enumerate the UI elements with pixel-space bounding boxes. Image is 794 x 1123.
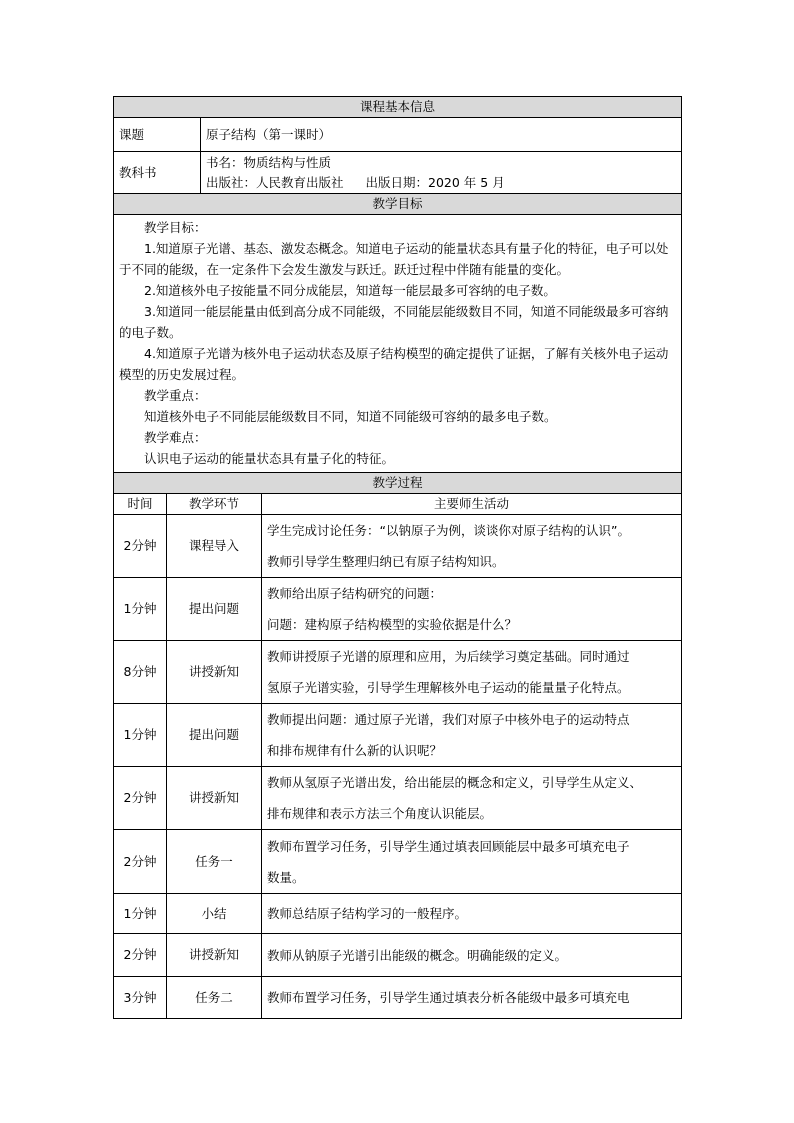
publish-date: 出版日期：2020 年 5 月 xyxy=(365,174,505,190)
row-stage: 小结 xyxy=(167,894,262,934)
book-name: 书名：物质结构与性质 xyxy=(206,154,332,170)
row-stage: 讲授新知 xyxy=(167,641,262,704)
row-time: 1分钟 xyxy=(114,578,167,641)
publisher-line xyxy=(206,173,676,193)
row-stage: 讲授新知 xyxy=(167,767,262,830)
activity-line: 教师从氢原子光谱出发，给出能层的概念和定义，引导学生从定义、 xyxy=(267,775,643,790)
activity-line: 教师讲授原子光谱的原理和应用，为后续学习奠定基础。同时通过 xyxy=(267,649,630,664)
basic-info-heading: 课程基本信息 xyxy=(114,97,682,118)
row-time: 2分钟 xyxy=(114,934,167,977)
activity-line: 教师布置学习任务，引导学生通过填表回顾能层中最多可填充电子 xyxy=(267,838,630,854)
topic-value: 原子结构（第一课时） xyxy=(201,118,682,152)
row-time: 3分钟 xyxy=(114,977,167,1019)
activity-line: 教师给出原子结构研究的问题： xyxy=(267,586,443,601)
difficulty-text: 认识电子运动的能量状态具有量子化的特征。 xyxy=(144,451,395,466)
row-activity xyxy=(262,977,682,1019)
table-row xyxy=(114,767,682,830)
activity-line: 学生完成讨论任务：“以钠原子为例，谈谈你对原子结构的认识”。 xyxy=(267,523,630,538)
row-activity xyxy=(262,767,682,830)
activity-line: 教师从钠原子光谱引出能级的概念。明确能级的定义。 xyxy=(267,947,568,963)
row-time: 1分钟 xyxy=(114,704,167,767)
key-text: 知道核外电子不同能层能级数目不同，知道不同能级可容纳的最多电子数。 xyxy=(144,409,557,424)
activity-line: 和排布规律有什么新的认识呢？ xyxy=(267,743,443,758)
row-activity xyxy=(262,830,682,894)
activity-line: 教师总结原子结构学习的一般程序。 xyxy=(267,906,468,921)
topic-label: 课题 xyxy=(114,118,201,152)
row-time: 2分钟 xyxy=(114,830,167,894)
basic-info-table xyxy=(113,96,682,473)
objective-item: 4.知道原子光谱为核外电子运动状态及原子结构模型的确定提供了证据，了解有关核外电子运动模型的历史发展过程。 xyxy=(119,346,669,382)
row-activity xyxy=(262,934,682,977)
key-label: 教学重点： xyxy=(144,388,207,403)
objectives-label: 教学目标： xyxy=(144,220,207,235)
table-row xyxy=(114,641,682,704)
table-row xyxy=(114,977,682,1019)
row-stage: 提出问题 xyxy=(167,704,262,767)
row-activity xyxy=(262,894,682,934)
activity-line: 数量。 xyxy=(267,869,305,885)
activity-line: 问题：建构原子结构模型的实验依据是什么？ xyxy=(267,617,518,632)
row-activity xyxy=(262,704,682,767)
process-rows xyxy=(114,515,682,1019)
row-time: 2分钟 xyxy=(114,767,167,830)
row-stage: 讲授新知 xyxy=(167,934,262,977)
row-stage: 任务二 xyxy=(167,977,262,1019)
row-time: 2分钟 xyxy=(114,515,167,578)
table-row xyxy=(114,934,682,977)
difficulty-label: 教学难点： xyxy=(144,430,207,445)
row-activity xyxy=(262,515,682,578)
objective-item: 3.知道同一能层能量由低到高分成不同能级，不同能层能级数目不同，知道不同能级最多可容纳的电子数。 xyxy=(119,304,669,340)
goals-content xyxy=(114,215,682,473)
objective-item: 1.知道原子光谱、基态、激发态概念。知道电子运动的能量状态具有量子化的特征，电子可以处于不同的能级，在一定条件下会发生激发与跃迁。跃迁过程中伴随有能量的变化。 xyxy=(119,241,669,277)
process-heading: 教学过程 xyxy=(114,473,682,494)
col-activity-header: 主要师生活动 xyxy=(262,494,682,515)
activity-line: 教师布置学习任务，引导学生通过填表分析各能级中最多可填充电 xyxy=(267,990,630,1005)
table-row xyxy=(114,830,682,894)
row-stage: 提出问题 xyxy=(167,578,262,641)
table-row xyxy=(114,704,682,767)
lesson-plan-document xyxy=(113,96,681,1019)
activity-line: 氢原子光谱实验，引导学生理解核外电子运动的能量量子化特点。 xyxy=(267,680,630,695)
publisher: 出版社：人民教育出版社 xyxy=(206,174,344,190)
table-row xyxy=(114,515,682,578)
row-activity xyxy=(262,578,682,641)
process-table xyxy=(113,472,682,1019)
row-stage: 任务一 xyxy=(167,830,262,894)
row-time: 1分钟 xyxy=(114,894,167,934)
goals-heading: 教学目标 xyxy=(114,194,682,215)
row-stage: 课程导入 xyxy=(167,515,262,578)
activity-line: 教师提出问题：通过原子光谱，我们对原子中核外电子的运动特点 xyxy=(267,712,630,727)
row-time: 8分钟 xyxy=(114,641,167,704)
textbook-label: 教科书 xyxy=(114,152,201,194)
textbook-info xyxy=(201,152,682,194)
row-activity xyxy=(262,641,682,704)
table-row xyxy=(114,578,682,641)
col-stage-header: 教学环节 xyxy=(167,494,262,515)
objective-item: 2.知道核外电子按能量不同分成能层，知道每一能层最多可容纳的电子数。 xyxy=(144,283,556,298)
table-row xyxy=(114,894,682,934)
activity-line: 排布规律和表示方法三个角度认识能层。 xyxy=(267,806,493,821)
activity-line: 教师引导学生整理归纳已有原子结构知识。 xyxy=(267,554,505,569)
col-time-header: 时间 xyxy=(114,494,167,515)
